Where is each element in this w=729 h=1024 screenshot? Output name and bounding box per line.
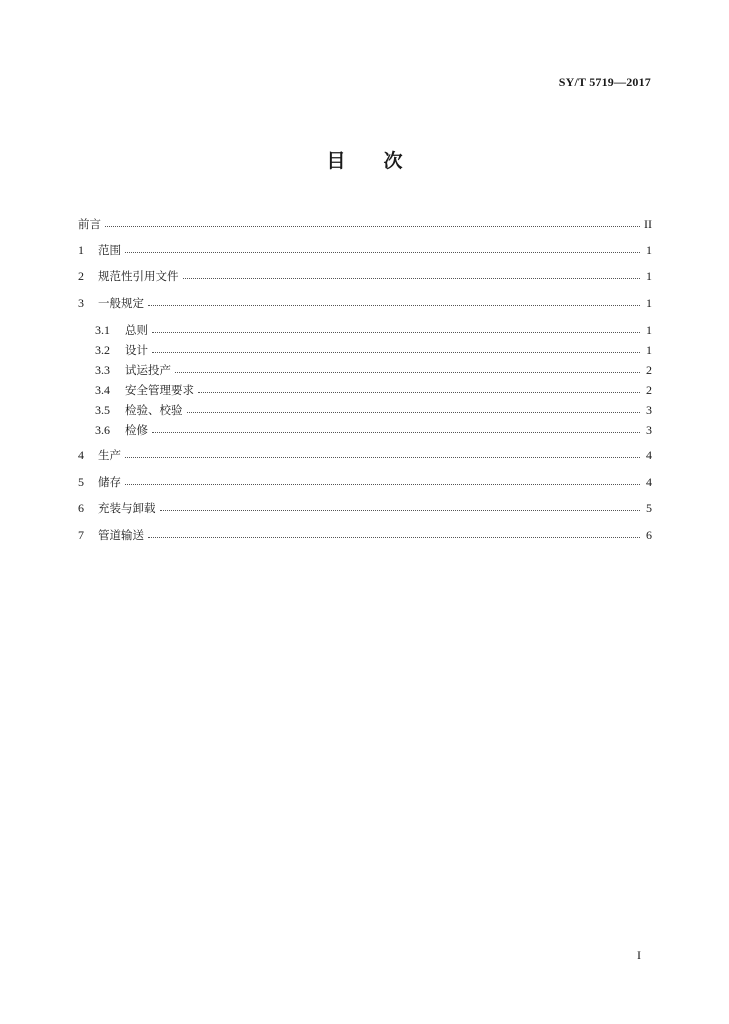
toc-entry-number: 6 — [78, 500, 84, 515]
toc-entry-3-5[interactable] — [78, 400, 652, 420]
toc-entry-page: II — [644, 216, 652, 231]
dot-leader — [125, 252, 640, 253]
toc-entry-page: 4 — [646, 474, 652, 489]
toc-entry-page: 2 — [646, 382, 652, 397]
dot-leader — [152, 432, 640, 433]
toc-entry-number: 4 — [78, 447, 84, 462]
title-char-2: 次 — [383, 150, 403, 172]
dot-leader — [125, 484, 640, 485]
toc-entry-number: 3.1 — [95, 322, 110, 337]
toc-entry-label: 检修 — [125, 423, 148, 437]
page-title — [0, 146, 729, 173]
dot-leader — [148, 305, 640, 306]
dot-leader — [187, 412, 641, 413]
toc-entry-page: 3 — [646, 422, 652, 437]
toc-entry-page: 6 — [646, 527, 652, 542]
toc-entry-number: 1 — [78, 242, 84, 257]
dot-leader — [148, 537, 640, 538]
toc-entry-3-2[interactable] — [78, 340, 652, 360]
toc-entry-number: 3.5 — [95, 402, 110, 417]
standard-code: SY/T 5719—2017 — [558, 75, 651, 89]
toc-entry-number: 3.4 — [95, 382, 110, 397]
toc-entry-label: 试运投产 — [125, 363, 171, 377]
toc-entry-number: 3 — [78, 295, 84, 310]
toc-entry-label: 储存 — [98, 475, 121, 489]
toc-entry-page: 5 — [646, 500, 652, 515]
toc-entry-3-6[interactable] — [78, 420, 652, 440]
toc-entry-number: 7 — [78, 527, 84, 542]
dot-leader — [183, 278, 641, 279]
toc-entry-label: 安全管理要求 — [125, 383, 194, 397]
toc-entry-label: 前言 — [78, 217, 101, 231]
toc-entry-2[interactable] — [78, 266, 652, 286]
dot-leader — [125, 457, 640, 458]
toc-entry-label: 设计 — [125, 343, 148, 357]
toc-entry-foreword[interactable] — [78, 214, 652, 234]
toc-entry-label: 规范性引用文件 — [98, 269, 179, 283]
toc-entry-label: 一般规定 — [98, 296, 144, 310]
toc-entry-page: 1 — [646, 242, 652, 257]
toc-entry-number: 3.2 — [95, 342, 110, 357]
toc-entry-page: 1 — [646, 322, 652, 337]
title-char-1: 目 — [326, 150, 346, 172]
toc-entry-page: 2 — [646, 362, 652, 377]
toc-entry-page: 4 — [646, 447, 652, 462]
toc-entry-page: 1 — [646, 295, 652, 310]
toc-entry-number: 5 — [78, 474, 84, 489]
toc-entry-page: 1 — [646, 342, 652, 357]
toc-entry-3-1[interactable] — [78, 320, 652, 340]
dot-leader — [105, 226, 640, 227]
page-number: I — [637, 948, 641, 962]
toc-entry-label: 管道输送 — [98, 528, 144, 542]
toc-entry-7[interactable] — [78, 525, 652, 545]
toc-entry-number: 2 — [78, 268, 84, 283]
toc-entry-number: 3.6 — [95, 422, 110, 437]
dot-leader — [152, 332, 640, 333]
toc-entry-3[interactable] — [78, 293, 652, 313]
toc-entry-number: 3.3 — [95, 362, 110, 377]
toc-entry-6[interactable] — [78, 498, 652, 518]
toc-entry-3-4[interactable] — [78, 380, 652, 400]
toc-entry-label: 检验、校验 — [125, 403, 183, 417]
dot-leader — [175, 372, 640, 373]
toc-entry-label: 范围 — [98, 243, 121, 257]
toc-entry-3-3[interactable] — [78, 360, 652, 380]
toc-entry-label: 生产 — [98, 448, 121, 462]
toc-entry-page: 1 — [646, 268, 652, 283]
toc-entry-1[interactable] — [78, 240, 652, 260]
toc-entry-label: 充装与卸载 — [98, 501, 156, 515]
toc-entry-5[interactable] — [78, 472, 652, 492]
toc-entry-label: 总则 — [125, 323, 148, 337]
dot-leader — [152, 352, 640, 353]
dot-leader — [160, 510, 641, 511]
toc-entry-4[interactable] — [78, 445, 652, 465]
dot-leader — [198, 392, 640, 393]
toc-entry-page: 3 — [646, 402, 652, 417]
